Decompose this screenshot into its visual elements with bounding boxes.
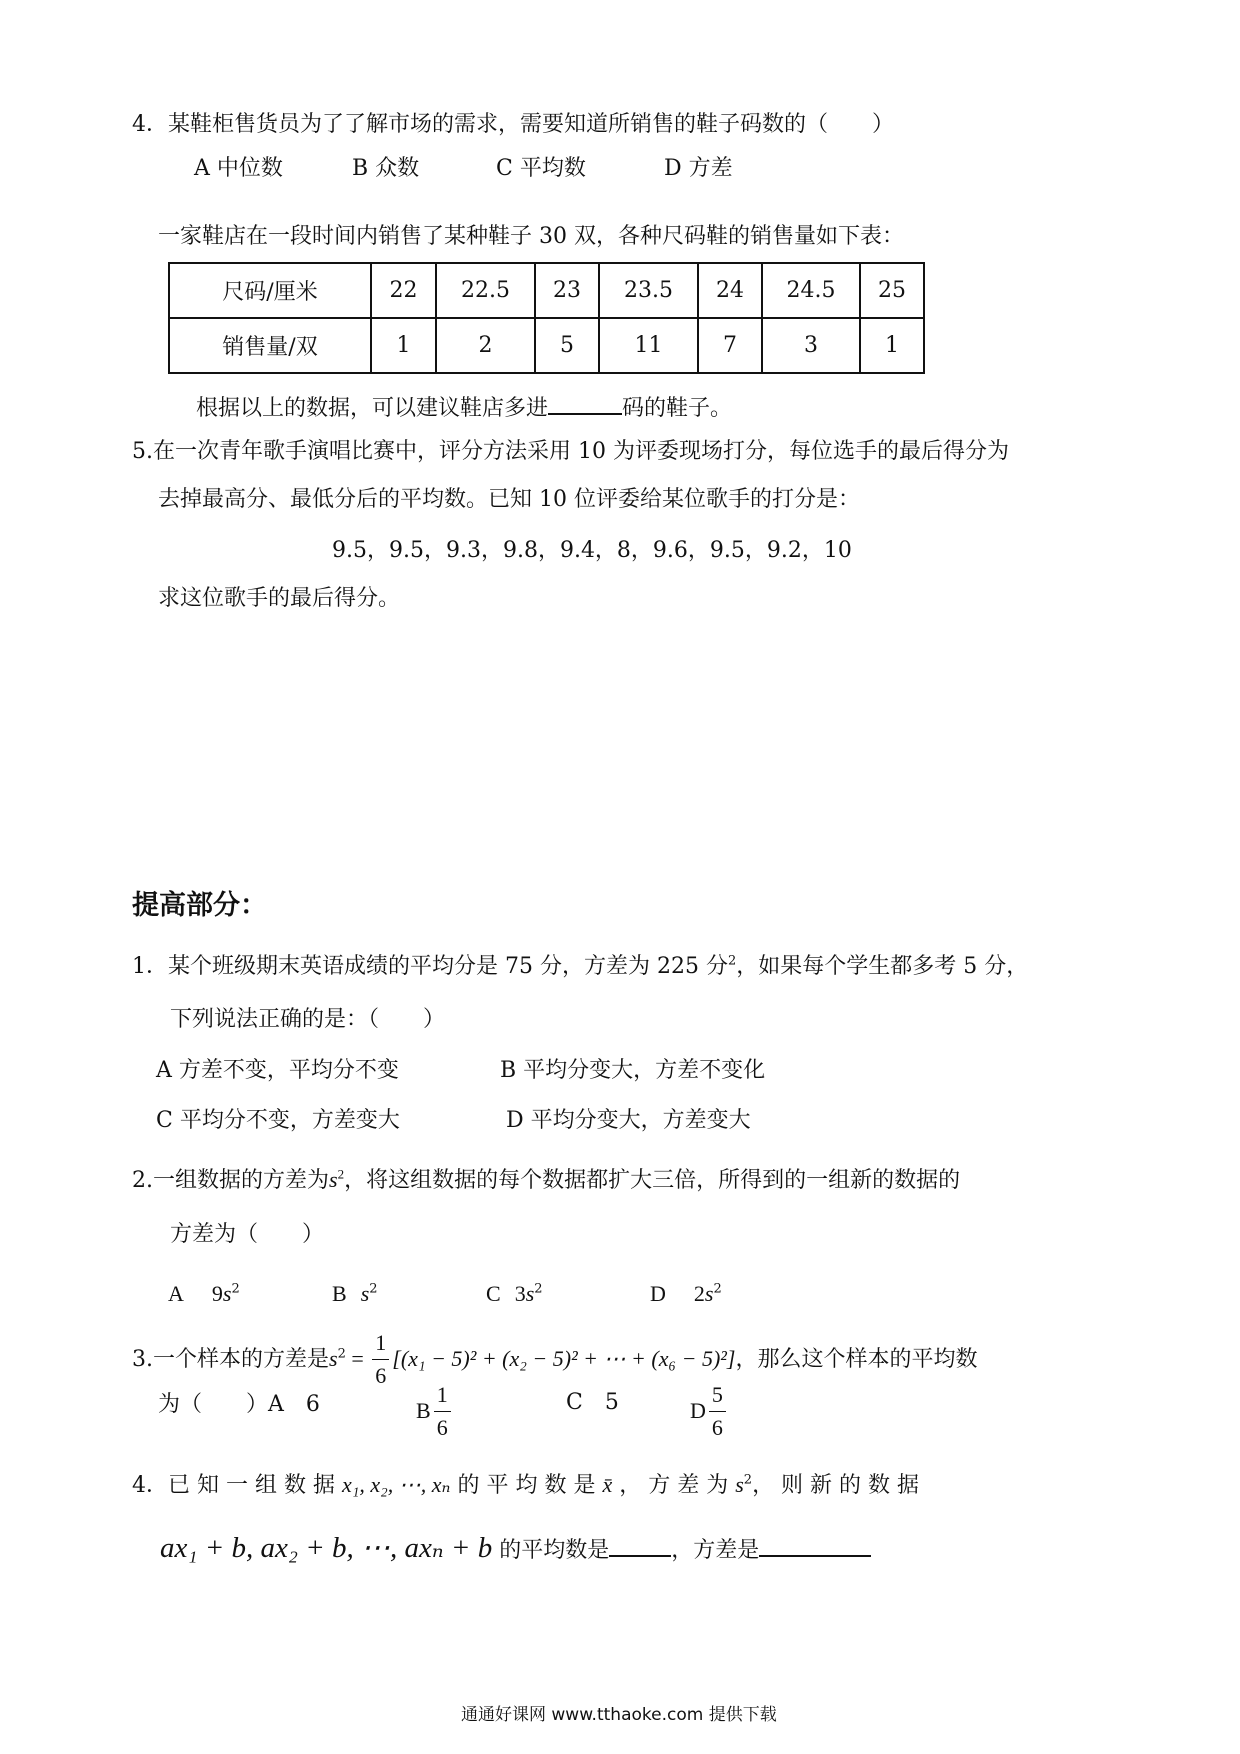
exponent: 2: [337, 1346, 346, 1362]
var-s: s: [735, 1472, 744, 1497]
q4-option-c: C 平均数: [496, 156, 586, 181]
table-cell: 3: [762, 318, 860, 373]
p1-line-2: 下列说法正确的是：（ ）: [170, 1007, 446, 1032]
p1-option-d: D 平均分变大，方差变大: [506, 1108, 751, 1133]
fraction: [709, 1382, 726, 1442]
var-s: s: [704, 1281, 714, 1306]
p2-option-a: [168, 1283, 240, 1306]
table-cell: 22.5: [436, 263, 535, 318]
q4-option-b: B 众数: [352, 156, 420, 181]
p1-superscript: 2: [727, 953, 737, 969]
p3-line-2: [158, 1392, 320, 1418]
table-cell: 23.5: [599, 263, 698, 318]
section-title: 提高部分：: [132, 890, 267, 921]
denominator: 6: [436, 1415, 448, 1441]
p4-text: 的 平 均 数 是: [457, 1473, 596, 1498]
data-variables: x₁, x₂, ⋯, xₙ: [341, 1472, 451, 1497]
p2-line-1-text: 2.一组数据的方差为: [132, 1168, 329, 1193]
shoe-sales-table: [168, 262, 925, 374]
table-row-sales: [169, 318, 924, 373]
exponent: 2: [231, 1281, 240, 1297]
p4-line-1: [132, 1474, 919, 1497]
table-header-size: 尺码/厘米: [169, 263, 371, 318]
p4-text: ，方差是: [671, 1538, 760, 1563]
numerator: 5: [709, 1382, 726, 1412]
coefficient: 3: [514, 1281, 526, 1306]
fraction-one-sixth: [372, 1330, 389, 1390]
p3-option-d: [690, 1382, 729, 1442]
q4-conclusion-text: 根据以上的数据，可以建议鞋店多进: [196, 396, 549, 421]
var-s: s: [360, 1281, 370, 1306]
exponent: 2: [337, 1166, 345, 1182]
p1-line-1-end: ，如果每个学生都多考 5 分，: [736, 954, 1029, 979]
variance-symbol: [329, 1167, 344, 1192]
q4-conclusion-end: 码的鞋子。: [622, 396, 733, 421]
p1-option-a: A 方差不变，平均分不变: [156, 1058, 399, 1083]
table-cell: 2: [436, 318, 535, 373]
p2-line-1: [132, 1166, 961, 1193]
option-letter: D: [650, 1281, 666, 1306]
footer-source: 通通好课网 www.tthaoke.com 提供下载: [461, 1705, 777, 1725]
p2-option-d: [650, 1283, 722, 1306]
p1-option-b: B 平均分变大，方差不变化: [500, 1058, 766, 1083]
q5-line-2: 去掉最高分、最低分后的平均数。已知 10 位评委给某位歌手的打分是：: [158, 487, 860, 512]
mean-symbol: x̄: [602, 1472, 613, 1497]
q4-intro: 一家鞋店在一段时间内销售了某种鞋子 30 双，各种尺码鞋的销售量如下表：: [158, 224, 904, 249]
variance-answer-blank[interactable]: [759, 1535, 871, 1557]
p4-text: 的平均数是: [499, 1538, 610, 1563]
fraction: [434, 1382, 451, 1442]
table-cell: 24: [698, 263, 762, 318]
p2-option-c: [486, 1283, 543, 1306]
answer-blank[interactable]: [548, 393, 622, 415]
exponent: 2: [369, 1281, 378, 1297]
var-s: s: [525, 1281, 535, 1306]
coefficient: 9: [211, 1281, 223, 1306]
option-letter: A: [168, 1281, 184, 1306]
option-letter: C: [486, 1281, 501, 1306]
q4-option-d: D 方差: [664, 156, 733, 181]
p3-line-1: [132, 1330, 977, 1390]
coefficient: 2: [693, 1281, 705, 1306]
table-cell: 1: [860, 318, 924, 373]
p4-text: ， 方 差 为: [619, 1473, 729, 1498]
p3-line-1-end: ，那么这个样本的平均数: [735, 1346, 978, 1372]
exponent: 2: [743, 1472, 753, 1488]
table-cell: 23: [535, 263, 599, 318]
var-s: s: [329, 1167, 338, 1192]
table-row-sizes: [169, 263, 924, 318]
q4-stem: 4．某鞋柜售货员为了了解市场的需求，需要知道所销售的鞋子码数的（ ）: [132, 112, 894, 137]
table-cell: 11: [599, 318, 698, 373]
q5-line-1: 5.在一次青年歌手演唱比赛中，评分方法采用 10 为评委现场打分，每位选手的最后得分为: [132, 439, 1009, 464]
transformed-data: ax₁ + b, ax₂ + b, ⋯, axₙ + b: [160, 1532, 493, 1564]
variance-formula: [(x₁ − 5)² + (x₂ − 5)² + ⋯ + (x₆ − 5)²]: [392, 1345, 736, 1371]
exponent: 2: [713, 1281, 722, 1297]
table-cell: 22: [371, 263, 436, 318]
numerator: 1: [434, 1382, 451, 1412]
p4-line-2: [160, 1534, 871, 1563]
p4-text: 4．已 知 一 组 数 据: [132, 1473, 335, 1498]
table-header-sales: 销售量/双: [169, 318, 371, 373]
denominator: 6: [711, 1415, 723, 1441]
option-letter: B: [416, 1397, 431, 1423]
numerator: 1: [372, 1330, 389, 1360]
table-cell: 5: [535, 318, 599, 373]
p1-line-1: [132, 953, 1029, 979]
p3-option-c: C 5: [566, 1390, 619, 1415]
p2-line-1-end: ，将这组数据的每个数据都扩大三倍，所得到的一组新的数据的: [344, 1168, 961, 1193]
p4-text: ， 则 新 的 数 据: [752, 1473, 920, 1498]
q5-question: 求这位歌手的最后得分。: [158, 586, 401, 611]
table-cell: 7: [698, 318, 762, 373]
table-cell: 25: [860, 263, 924, 318]
q4-conclusion: [196, 393, 732, 420]
option-letter: B: [332, 1281, 347, 1306]
p3-line-1-text: 3.一个样本的方差是: [132, 1346, 329, 1372]
p2-option-b: [332, 1283, 378, 1306]
equals-sign: =: [345, 1345, 370, 1371]
table-cell: 24.5: [762, 263, 860, 318]
p1-option-c: C 平均分不变，方差变大: [156, 1108, 400, 1133]
p3-option-a: 为（ ）A 6: [158, 1392, 320, 1417]
var-s: s: [222, 1281, 232, 1306]
denominator: 6: [375, 1363, 387, 1389]
p1-line-1-text: 1．某个班级期末英语成绩的平均分是 75 分，方差为 225 分: [132, 954, 728, 979]
p2-line-2: 方差为（ ）: [170, 1222, 325, 1247]
p3-option-b: [416, 1382, 454, 1442]
q5-scores: 9.5，9.5，9.3，9.8，9.4，8，9.6，9.5，9.2，10: [332, 538, 852, 563]
table-cell: 1: [371, 318, 436, 373]
exponent: 2: [534, 1281, 543, 1297]
q4-option-a: A 中位数: [194, 156, 283, 181]
mean-answer-blank[interactable]: [609, 1535, 671, 1557]
var-s: s: [329, 1345, 338, 1371]
option-letter: D: [690, 1397, 706, 1423]
